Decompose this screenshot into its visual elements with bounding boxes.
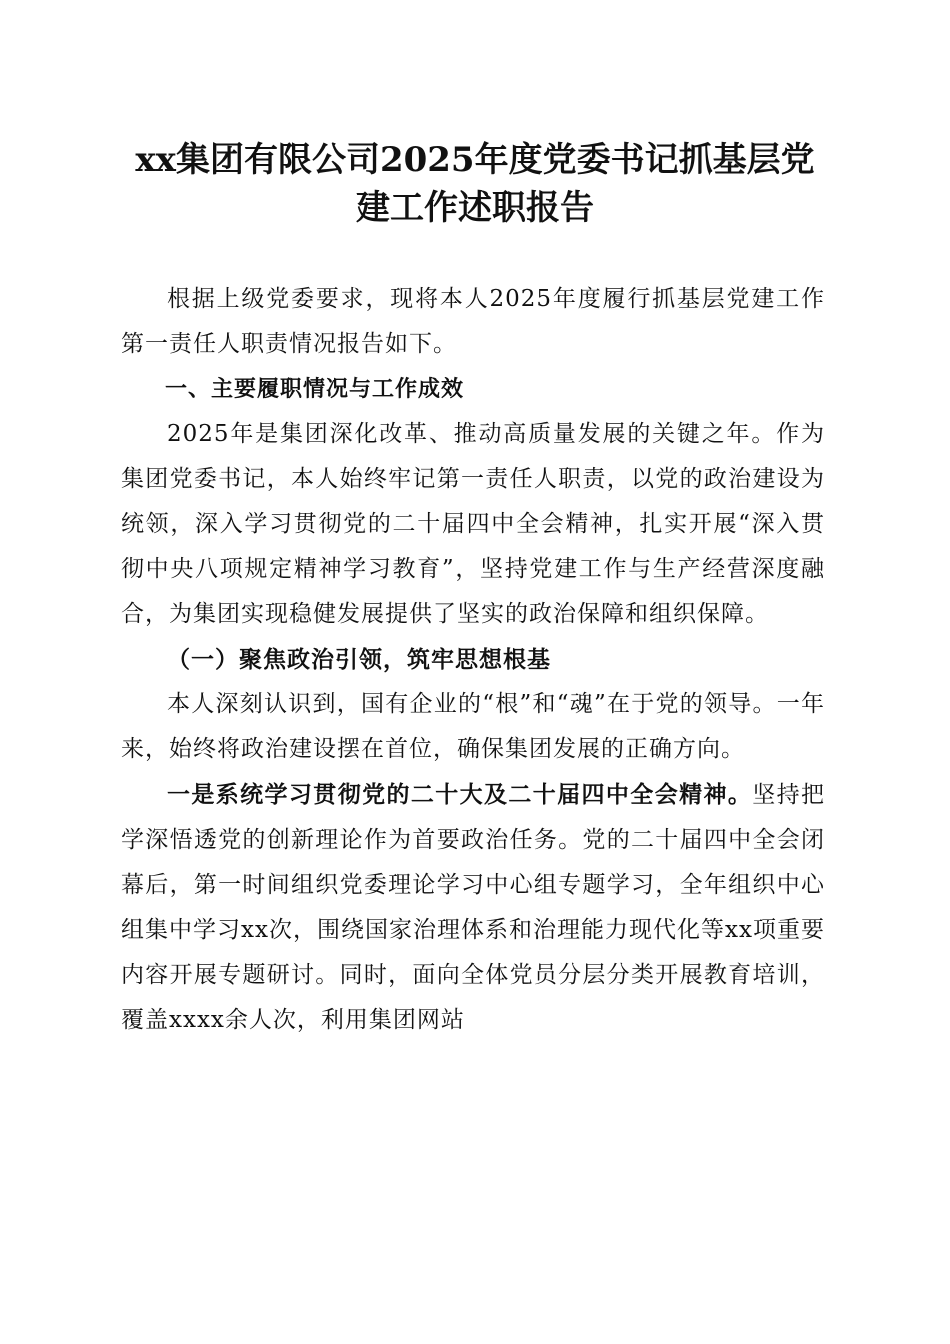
document-body [121, 277, 825, 1043]
intro-paragraph: 根据上级党委要求，现将本人2025年度履行抓基层党建工作第一责任人职责情况报告如下。 [121, 286, 825, 357]
section-paragraph: 2025年是集团深化改革、推动高质量发展的关键之年。作为集团党委书记，本人始终牢记第一责任人职责，以党的政治建设为统领，深入学习贯彻党的二十届四中全会精神，扎实开展“深入贯彻中央八项规定精神学习教育”，坚持党建工作与生产经营深度融合，为集团实现稳健发展提供了坚实的政治保障和组织保障。 [121, 421, 825, 627]
document-title [100, 136, 850, 232]
point-body: 坚持把学深悟透党的创新理论作为首要政治任务。党的二十届四中全会闭幕后，第一时间组织党委理论学习中心组专题学习，全年组织中心组集中学习xx次，围绕国家治理体系和治理能力现代化等xx项重要内容开展专题研讨。同时，面向全体党员分层分类开展教育培训，覆盖xxxx余人次，利用集团网站 [121, 782, 826, 1033]
subsection-paragraph: 本人深刻认识到，国有企业的“根”和“魂”在于党的领导。一年来，始终将政治建设摆在首位，确保集团发展的正确方向。 [121, 691, 825, 762]
subsection-heading: （一）聚焦政治引领，筑牢思想根基 [167, 646, 551, 673]
title-line-2: 建工作述职报告 [356, 188, 594, 228]
point-lead: 一是系统学习贯彻党的二十大及二十届四中全会精神。 [167, 781, 753, 808]
point-paragraph [121, 772, 825, 1043]
section-heading: 一、主要履职情况与工作成效 [165, 377, 465, 402]
title-line-1: xx集团有限公司2025年度党委书记抓基层党 [135, 140, 815, 180]
